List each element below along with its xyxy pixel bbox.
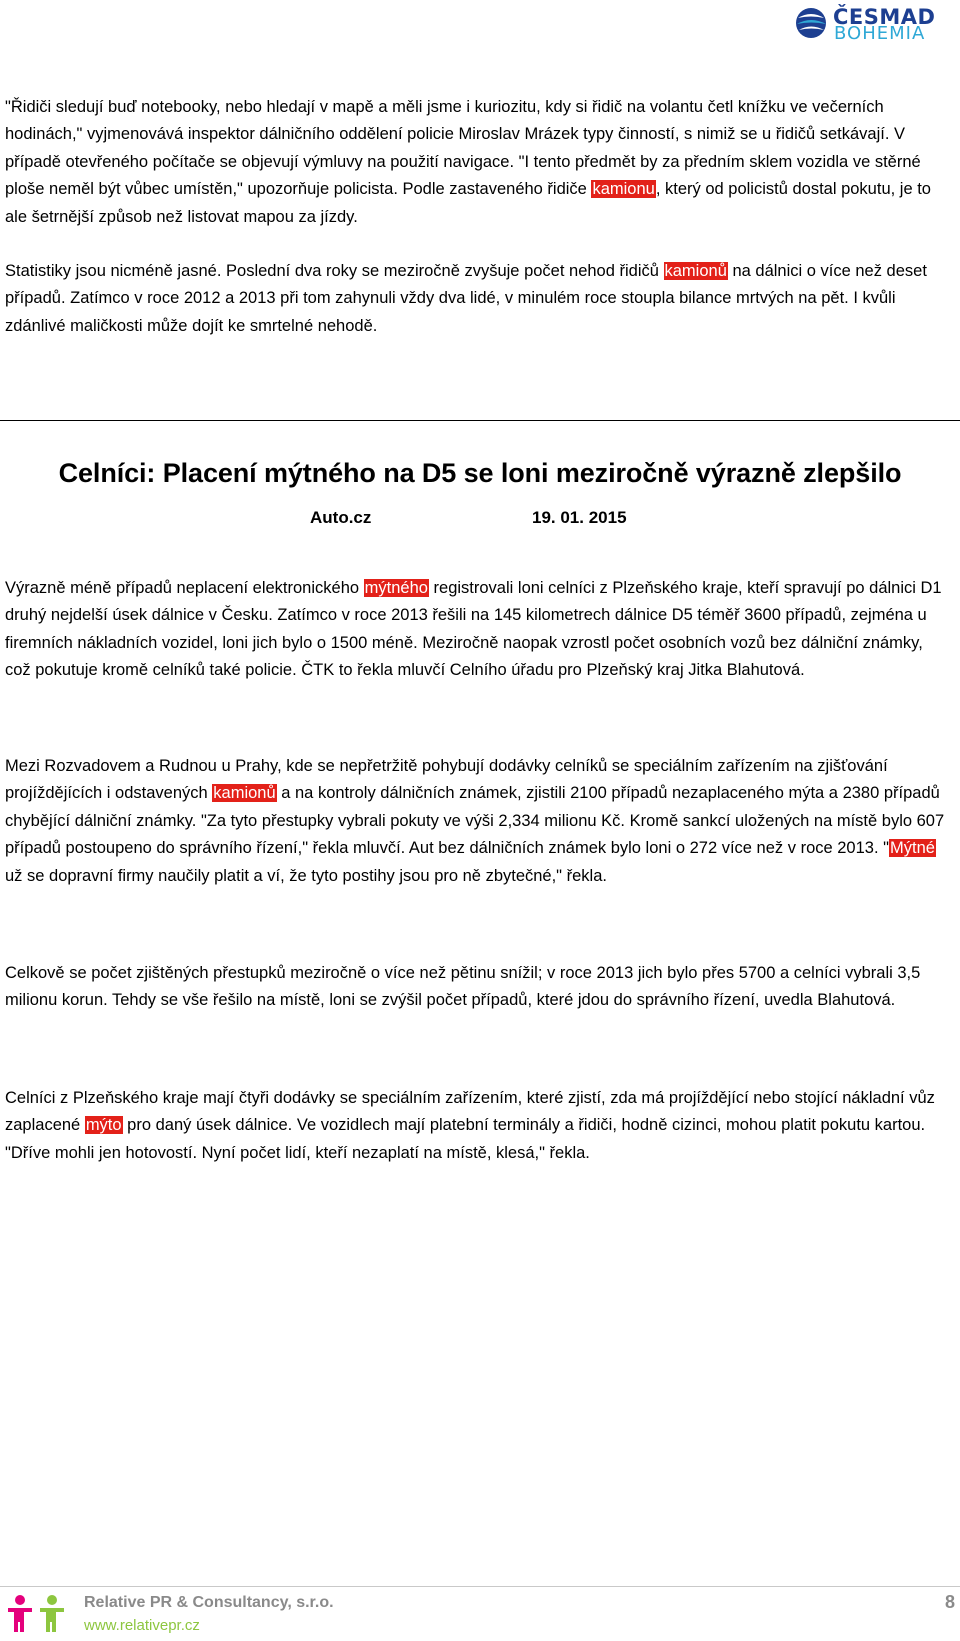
text-run: a na kontroly dálničních známek, zjistili 2100 případů nezaplaceného mýta a 2380 případů chybějící dálniční známky. "Za tyto přestupky vybrali pokuty ve výši 2,334 milionu Kč. Kromě sankcí uložených na místě bylo 607 případů postoupeno do správního řízení," řekla mluvčí. Aut bez dálničních známek bylo loni o 272 více než v roce 2013. " (5, 784, 945, 858)
text-run: , který od policistů dostal pokutu, je to ale šetrnější způsob než listovat mapou za jízdy. (5, 180, 931, 226)
keyword-highlight: Mýtné (889, 839, 935, 858)
keyword-highlight: kamionů (664, 262, 727, 280)
article-source: Auto.cz (310, 508, 372, 527)
text-run: už se dopravní firmy naučily platit a ví, že tyto postihy jsou pro ně zbytečné," řekla. (5, 866, 607, 885)
text-run: Výrazně méně případů neplacení elektronického (5, 579, 364, 597)
intro-paragraph-2 (5, 258, 950, 340)
text-run: Celníci z Plzeňského kraje mají čtyři dodávky se speciálním zařízením, které zjistí, zda má projíždějící nebo stojící nákladní vůz zaplacené (5, 1089, 935, 1135)
article-paragraph-3: Celkově se počet zjištěných přestupků meziročně o více než pětinu snížil; v roce 2013 jich bylo přes 5700 a celníci vybrali 3,5 milionu korun. Tehdy se vše řešilo na místě, loni se zvýšil počet případů, které jdou do správního řízení, uvedla Blahutová. (5, 964, 921, 1010)
cesmad-globe-icon (794, 6, 830, 40)
logo-text-bohemia: BOHEMIA (834, 23, 926, 44)
text-run: Mezi Rozvadovem a Rudnou u Prahy, kde se nepřetržitě pohybují dodávky celníků se speciálním zařízením na zjišťování projíždějících i odstavených (5, 757, 888, 803)
footer-url-link[interactable]: www.relativepr.cz (84, 1617, 200, 1634)
keyword-highlight: kamionu (592, 180, 655, 199)
keyword-highlight: mýto (85, 1116, 122, 1135)
text-run: registrovali loni celníci z Plzeňského kraje, kteří spravují po dálnici D1 druhý nejdelší úsek dálnice v Česku. Zatímco v roce 2013 řešili na 145 kilometrech dálnice D5 téměř 3600 případů, zejména u firemních nákladních vozidel, loni jich bylo o 1500 méně. Meziročně naopak vzrostl počet osobních vozů bez dálniční známky, což pokutuje kromě celníků také policie. ČTK to řekla mluvčí Celního úřadu pro Plzeňský kraj Jitka Blahutová. (5, 579, 942, 680)
cesmad-bohemia-logo (794, 4, 954, 44)
footer-divider (0, 1586, 960, 1587)
footer-company: Relative PR & Consultancy, s.r.o. (84, 1594, 334, 1611)
article-paragraph-4 (5, 1085, 950, 1167)
text-run: "Řidiči sledují buď notebooky, nebo hledají v mapě a měli jsme i kuriozitu, kdy si řidič na volantu četl knížku ve večerních hodinách," vyjmenovává inspektor dálničního oddělení policie Miroslav Mrázek typy činností, s nimiž se u řidičů setkávají. V případě otevřeného počítače se objevují výmluvy na použití navigace. "I tento předmět by za předním sklem vozidla ve stěrné ploše neměl být vůbec umístěn," upozorňuje policista. Podle zastaveného řidiče (5, 98, 921, 199)
keyword-highlight: mýtného (364, 579, 428, 597)
article-date: 19. 01. 2015 (532, 508, 627, 527)
text-run: na dálnici o více než deset případů. Zatímco v roce 2012 a 2013 při tom zahynuli vždy dva lidé, v minulém roce stoupla bilance mrtvých na pět. I kvůli zdánlivé maličkosti může dojít ke smrtelné nehodě. (5, 262, 927, 335)
people-figures-icon (4, 1592, 76, 1636)
article-paragraph-2 (5, 753, 950, 890)
article-title: Celníci: Placení mýtného na D5 se loni meziročně výrazně zlepšilo (58, 458, 902, 488)
page-number: 8 (944, 1592, 955, 1612)
intro-paragraph-1 (5, 94, 950, 231)
keyword-highlight: kamionů (213, 784, 276, 803)
section-divider (0, 420, 960, 421)
text-run: pro daný úsek dálnice. Ve vozidlech mají platební terminály a řidiči, hodně cizinci, mohou platit pokutu kartou. "Dříve mohli jen hotovostí. Nyní počet lidí, kteří nezaplatí na místě, klesá," řekla. (5, 1116, 926, 1162)
relative-pr-logo (4, 1592, 76, 1641)
logo-text-cesmad: ČESMAD (833, 5, 936, 29)
text-run: Statistiky jsou nicméně jasné. Poslední dva roky se meziročně zvyšuje počet nehod řidičů (5, 262, 664, 280)
article-paragraph-1 (5, 575, 950, 685)
